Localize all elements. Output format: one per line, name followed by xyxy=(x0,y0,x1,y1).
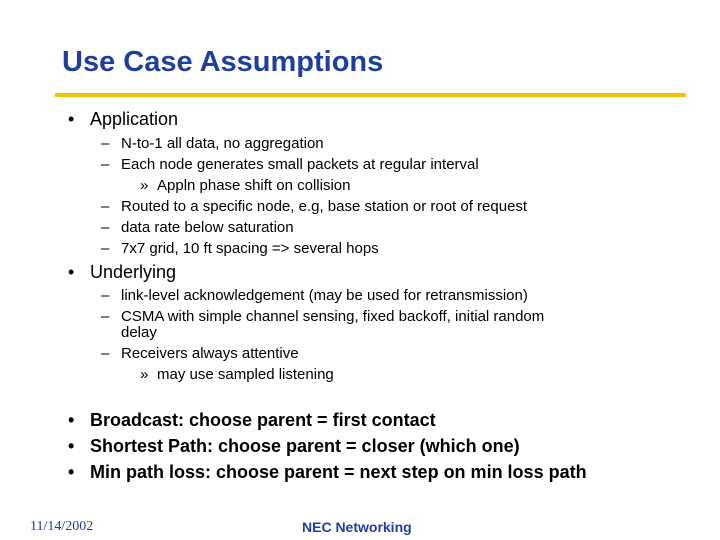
arrow-marker: » xyxy=(140,366,149,383)
bullet-underlying xyxy=(68,262,177,283)
bullet-broadcast xyxy=(68,410,436,431)
sub-item-text: Each node generates small packets at regular interval xyxy=(121,156,479,173)
sub-sub-item-text: Appln phase shift on collision xyxy=(157,177,351,194)
sub-item xyxy=(101,219,294,236)
sub-item xyxy=(101,345,299,362)
sub-item-text: 7x7 grid, 10 ft spacing => several hops xyxy=(121,240,379,257)
bullet-marker: • xyxy=(68,109,75,129)
dash-marker: – xyxy=(101,308,110,325)
bullet-text: Broadcast: choose parent = first contact xyxy=(90,410,436,430)
sub-item-text: N-to-1 all data, no aggregation xyxy=(121,135,324,152)
bullet-underlying-label: Underlying xyxy=(90,262,177,282)
bullet-shortest-path xyxy=(68,436,520,457)
sub-item-text: delay xyxy=(121,324,157,341)
dash-marker: – xyxy=(101,345,110,362)
sub-item-text: CSMA with simple channel sensing, fixed backoff, initial random xyxy=(121,308,545,325)
sub-item-text: data rate below saturation xyxy=(121,219,294,236)
sub-sub-item xyxy=(140,366,334,383)
title-divider xyxy=(55,93,686,97)
sub-item xyxy=(101,135,324,152)
bullet-text: Min path loss: choose parent = next step on min loss path xyxy=(90,462,587,482)
dash-marker: – xyxy=(101,156,110,173)
dash-marker: – xyxy=(101,240,110,257)
bullet-marker: • xyxy=(68,436,75,456)
footer-title: NEC Networking xyxy=(302,519,412,535)
bullet-min-path-loss xyxy=(68,462,587,483)
sub-item xyxy=(101,198,528,215)
bullet-text: Shortest Path: choose parent = closer (which one) xyxy=(90,436,520,456)
sub-item xyxy=(101,287,528,304)
sub-item-text: link-level acknowledgement (may be used for retransmission) xyxy=(121,287,528,304)
sub-item-text: Routed to a specific node, e.g, base station or root of request xyxy=(121,198,528,215)
bullet-marker: • xyxy=(68,262,75,282)
bullet-application-label: Application xyxy=(90,109,179,129)
bullet-marker: • xyxy=(68,410,75,430)
dash-marker: – xyxy=(101,287,110,304)
sub-item-text: Receivers always attentive xyxy=(121,345,299,362)
footer-date: 11/14/2002 xyxy=(30,519,94,534)
arrow-marker: » xyxy=(140,177,149,194)
sub-sub-item xyxy=(140,177,351,194)
sub-item xyxy=(101,308,545,325)
bullet-marker: • xyxy=(68,462,75,482)
sub-sub-item-text: may use sampled listening xyxy=(157,366,334,383)
sub-item xyxy=(101,240,379,257)
dash-marker: – xyxy=(101,219,110,236)
dash-marker: – xyxy=(101,135,110,152)
sub-item xyxy=(101,156,479,173)
dash-marker: – xyxy=(101,198,110,215)
slide-title: Use Case Assumptions xyxy=(62,46,384,78)
bullet-application xyxy=(68,109,179,130)
sub-item-continuation xyxy=(121,324,157,341)
